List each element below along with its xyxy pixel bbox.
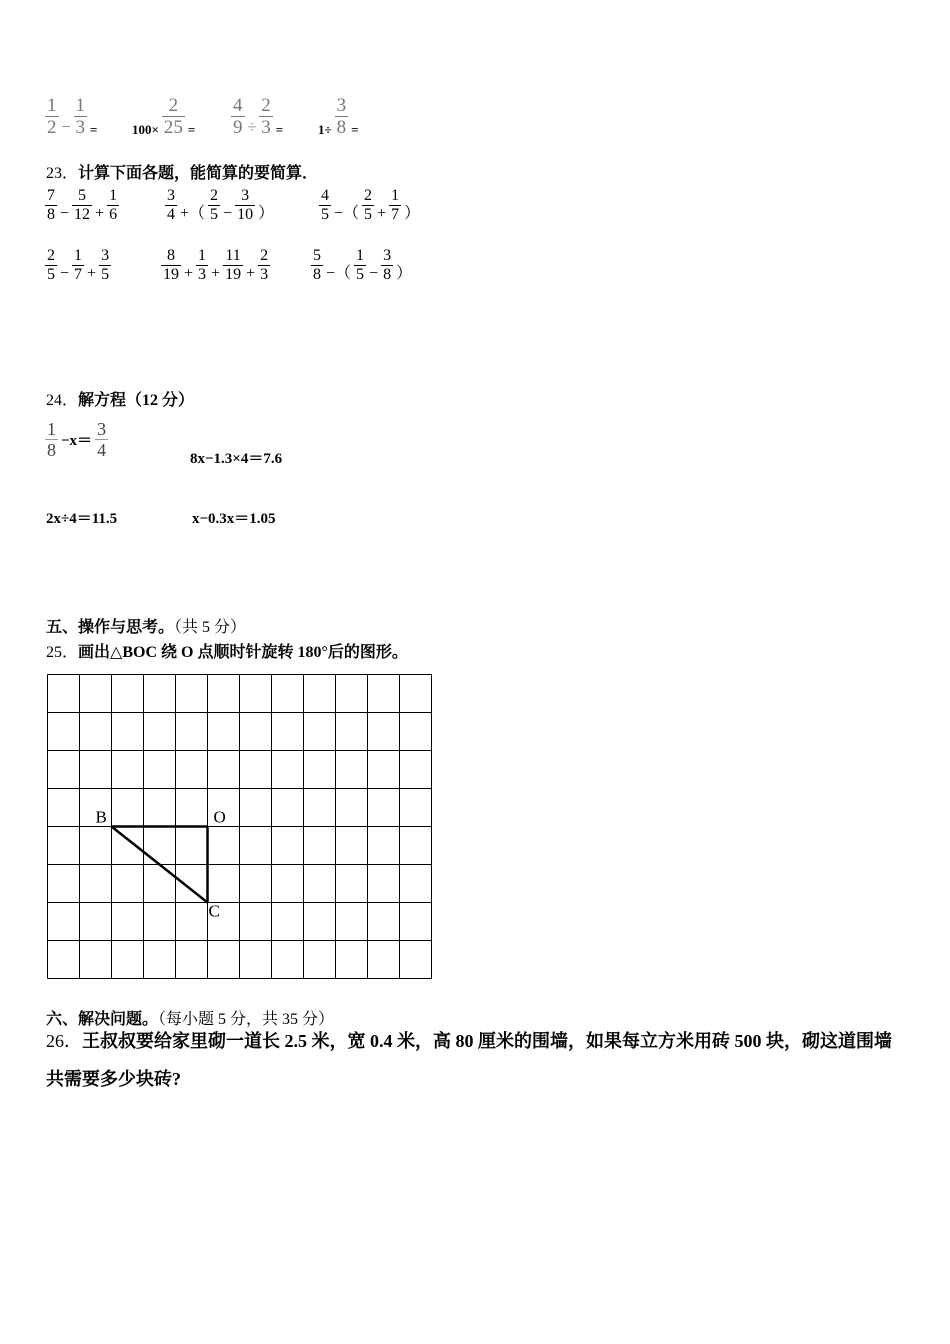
q23-heading: 23．计算下面各题，能简算的要简算． bbox=[46, 165, 319, 182]
label-b: B bbox=[95, 807, 107, 827]
q23-expr-f: $\frac{5}{8}$ −（ $\frac{1}{5}$ − $\frac{3}{8}$ ） bbox=[313, 247, 413, 283]
label-c: C bbox=[208, 901, 220, 921]
q24-heading: 24．解方程（12 分） bbox=[46, 392, 195, 409]
section-6-title: 六、解决问题。（每小题 5 分，共 35 分） bbox=[46, 1011, 335, 1028]
q23-expr-d: $\frac{2}{5}$ − $\frac{1}{7}$ + $\frac{3}{5}$ bbox=[47, 247, 110, 283]
label-o: O bbox=[213, 807, 226, 827]
rotation-grid bbox=[46, 673, 434, 981]
q23-expr-c: $\frac{4}{5}$ −（ $\frac{2}{5}$ + $\frac{1}{7}$ ） bbox=[321, 187, 421, 223]
q24-equation-3: 2x÷4＝11.5 bbox=[46, 511, 118, 527]
q22-expr-2: 100× $\frac{2}{25}$ = bbox=[132, 95, 196, 138]
q24-equation-1: $\frac{1}{8}$ −x＝ $\frac{3}{4}$ bbox=[47, 419, 107, 460]
q26-text: 26．王叔叔要给家里砌一道长 2.5 米，宽 0.4 米，高 80 厘米的围墙，如果每立方米用砖 500 块，砌这道围墙共需要多少块砖? bbox=[46, 1031, 892, 1089]
q23-expr-a: $\frac{7}{8}$ − $\frac{5}{12}$ + $\frac{1}{6}$ bbox=[47, 187, 118, 223]
q25-heading: 25．画出△BOC 绕 O 点顺时针旋转 180°后的图形。 bbox=[46, 644, 408, 661]
q23-expr-b: $\frac{3}{4}$ +（ $\frac{2}{5}$ − $\frac{3}{10}$ ） bbox=[167, 187, 275, 223]
q24-equation-4: x−0.3x＝1.05 bbox=[192, 511, 276, 527]
q23-expr-e: $\frac{8}{19}$ + $\frac{1}{3}$ + $\frac{11}{19}$ + $\frac{2}{3}$ bbox=[163, 247, 269, 283]
section-5-title: 五、操作与思考。（共 5 分） bbox=[46, 619, 247, 636]
grid-lines bbox=[48, 675, 432, 979]
q22-expr-3: $\frac{4}{9}$ ÷ $\frac{2}{3}$ = bbox=[233, 95, 284, 138]
q24-equation-2: 8x−1.3×4＝7.6 bbox=[190, 451, 283, 467]
q22-expr-1: $\frac{1}{2}$ − $\frac{1}{3}$ = bbox=[47, 95, 98, 138]
q22-expr-4: 1÷ $\frac{3}{8}$ = bbox=[318, 95, 359, 138]
